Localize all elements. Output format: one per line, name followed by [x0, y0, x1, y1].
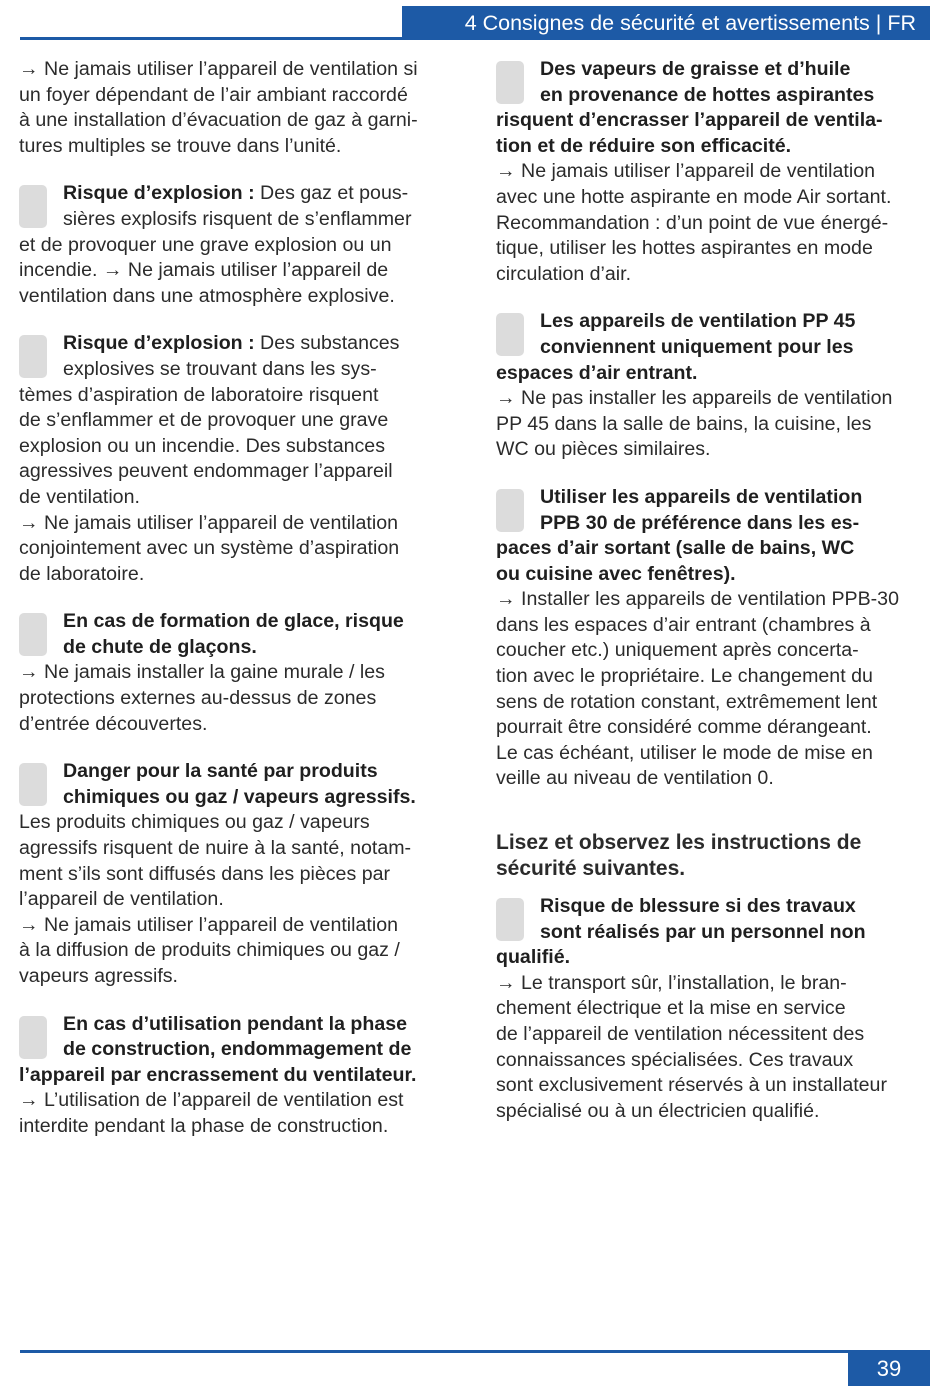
- text-line: d’entrée découvertes.: [19, 712, 208, 735]
- arrow-icon: →: [496, 387, 516, 410]
- text-line: ment s’ils sont diffusés dans les pièces par: [19, 862, 391, 885]
- warning-title: espaces d’air entrant.: [496, 361, 698, 384]
- text-line: avec une hotte aspirante en mode Air sortant.: [496, 185, 892, 208]
- instruction-foyer: [19, 57, 459, 159]
- warning-title: Risque d’explosion :: [63, 332, 255, 355]
- warning-title: de chute de glaçons.: [63, 635, 257, 658]
- text-line: de s’enflammer et de provoquer une grave: [19, 409, 389, 432]
- arrow-icon: →: [19, 58, 39, 80]
- warning-icon: [496, 489, 524, 532]
- text-line: WC ou pièces similaires.: [496, 438, 711, 461]
- arrow-icon: →: [19, 661, 39, 684]
- header-rule: [20, 37, 930, 40]
- warning-icon: [19, 1016, 47, 1059]
- warning-title: Les appareils de ventilation PP 45: [540, 310, 856, 333]
- warning-title: tion et de réduire son efficacité.: [496, 134, 792, 157]
- text-line: incendie.: [19, 259, 103, 282]
- text-line: pourrait être considéré comme dérangeant.: [496, 716, 872, 739]
- warning-icon: [19, 335, 47, 378]
- section-heading: [496, 830, 932, 882]
- text-line: agressifs risquent de nuire à la santé, notam-: [19, 837, 412, 860]
- text-line: à la diffusion de produits chimiques ou gaz /: [19, 939, 400, 962]
- text-line: conjointement avec un système d’aspiration: [19, 537, 400, 560]
- warning-pp45: [496, 309, 932, 463]
- text-line: dans les espaces d’air entrant (chambres à: [496, 613, 871, 636]
- warning-explosion-gas: [19, 181, 459, 309]
- warning-title: Risque de blessure si des travaux: [540, 895, 856, 918]
- text-line: tique, utiliser les hottes aspirantes en mode: [496, 237, 873, 260]
- page-number-box: [848, 1352, 930, 1386]
- warning-explosion-lab: [19, 331, 459, 587]
- page-header-title: 4 Consignes de sécurité et avertissements | FR: [464, 11, 916, 35]
- text-line: Ne jamais utiliser l’appareil de ventilation: [515, 160, 875, 183]
- text-line: interdite pendant la phase de construction.: [19, 1114, 389, 1137]
- arrow-icon: →: [496, 971, 516, 994]
- text-line: Des substances: [254, 332, 400, 355]
- warning-title: Des vapeurs de graisse et d’huile: [540, 58, 851, 80]
- text-line: Ne jamais utiliser l’appareil de ventilation si: [44, 58, 418, 80]
- warning-title: Danger pour la santé par produits: [63, 760, 378, 783]
- heading-line: sécurité suivantes.: [496, 857, 686, 881]
- text-line: un foyer dépendant de l’air ambiant raccordé: [19, 83, 408, 106]
- text-line: coucher etc.) uniquement après concerta-: [496, 639, 859, 662]
- arrow-icon: →: [19, 913, 39, 936]
- text-line: Ne jamais installer la gaine murale / les: [38, 661, 385, 684]
- text-line: sont exclusivement réservés à un installateur: [496, 1074, 887, 1097]
- text-line: à une installation d’évacuation de gaz à garni-: [19, 109, 418, 132]
- text-line: protections externes au-dessus de zones: [19, 687, 377, 710]
- warning-health: [19, 759, 459, 989]
- warning-construction: [19, 1012, 459, 1140]
- warning-title: PPB 30 de préférence dans les es-: [540, 511, 860, 534]
- text-line: Ne jamais utiliser l’appareil de ventilation: [38, 913, 398, 936]
- right-column: [496, 57, 932, 1124]
- text-line: connaissances spécialisées. Ces travaux: [496, 1048, 854, 1071]
- warning-icon: [19, 613, 47, 656]
- warning-ppb30: [496, 485, 932, 792]
- warning-title: sont réalisés par un personnel non: [540, 920, 866, 943]
- warning-title: en provenance de hottes aspirantes: [540, 83, 875, 106]
- text-line: tures multiples se trouve dans l’unité.: [19, 134, 342, 157]
- warning-title: ou cuisine avec fenêtres).: [496, 562, 736, 585]
- warning-icon: [496, 313, 524, 356]
- warning-title: Utiliser les appareils de ventilation: [540, 485, 863, 508]
- warning-icon: [496, 61, 524, 104]
- text-line: de laboratoire.: [19, 562, 145, 585]
- text-line: vapeurs agressifs.: [19, 965, 178, 987]
- warning-title: En cas de formation de glace, risque: [63, 610, 404, 633]
- arrow-icon: →: [496, 160, 516, 183]
- warning-grease-vapors: [496, 57, 932, 287]
- warning-title: En cas d’utilisation pendant la phase: [63, 1012, 408, 1035]
- text-line: l’appareil de ventilation.: [19, 888, 224, 911]
- warning-title: paces d’air sortant (salle de bains, WC: [496, 537, 855, 560]
- text-line: chement électrique et la mise en service: [496, 997, 846, 1020]
- text-line: Installer les appareils de ventilation PPB-30: [515, 588, 899, 611]
- warning-qualified-personnel: [496, 894, 932, 1124]
- warning-title: conviennent uniquement pour les: [540, 335, 854, 358]
- text-line: de l’appareil de ventilation nécessitent des: [496, 1023, 865, 1045]
- text-line: circulation d’air.: [496, 262, 632, 285]
- heading-line: Lisez et observez les instructions de: [496, 831, 862, 855]
- text-line: de ventilation.: [19, 485, 140, 508]
- warning-ice: [19, 609, 459, 737]
- text-line: agressives peuvent endommager l’appareil: [19, 460, 393, 483]
- arrow-icon: →: [496, 588, 516, 611]
- text-line: tèmes d’aspiration de laboratoire risquent: [19, 383, 379, 406]
- text-line: Ne pas installer les appareils de ventilation: [515, 387, 893, 410]
- arrow-icon: →: [19, 1089, 39, 1112]
- text-line: sens de rotation constant, extrêmement lent: [496, 690, 878, 713]
- warning-title: Risque d’explosion :: [63, 182, 255, 205]
- arrow-icon: →: [102, 259, 123, 282]
- text-line: explosives se trouvant dans les sys-: [63, 357, 377, 380]
- text-line: explosion ou un incendie. Des substances: [19, 434, 385, 457]
- footer-rule: [20, 1350, 930, 1353]
- text-line: veille au niveau de ventilation 0.: [496, 767, 774, 790]
- warning-title: l’appareil par encrassement du ventilateur.: [19, 1063, 417, 1086]
- text-line: L’utilisation de l’appareil de ventilation est: [38, 1089, 404, 1112]
- warning-icon: [496, 898, 524, 941]
- text-line: Des gaz et pous-: [254, 182, 409, 205]
- arrow-icon: →: [19, 511, 39, 534]
- page-number: 39: [876, 1356, 902, 1381]
- left-column: [19, 57, 459, 1140]
- text-line: spécialisé ou à un électricien qualifié.: [496, 1099, 820, 1122]
- text-line: Ne jamais utiliser l’appareil de ventilation: [38, 511, 398, 534]
- warning-icon: [19, 763, 47, 806]
- text-line: Ne jamais utiliser l’appareil de: [122, 259, 389, 282]
- warning-title: de construction, endommagement de: [63, 1038, 412, 1061]
- text-line: Le transport sûr, l’installation, le bran-: [515, 971, 847, 994]
- warning-icon: [19, 185, 47, 228]
- text-line: PP 45 dans la salle de bains, la cuisine, les: [496, 412, 872, 435]
- text-line: Le cas échéant, utiliser le mode de mise en: [496, 741, 873, 764]
- warning-title: chimiques ou gaz / vapeurs agressifs.: [63, 785, 416, 808]
- warning-title: qualifié.: [496, 946, 571, 969]
- text-line: sières explosifs risquent de s’enflammer: [63, 207, 412, 230]
- text-line: Les produits chimiques ou gaz / vapeurs: [19, 811, 370, 834]
- text-line: et de provoquer une grave explosion ou un: [19, 233, 392, 256]
- warning-title: risquent d’encrasser l’appareil de ventila-: [496, 109, 883, 132]
- text-line: Recommandation : d’un point de vue énergé-: [496, 211, 889, 234]
- header-bar: [402, 6, 930, 40]
- text-line: ventilation dans une atmosphère explosive.: [19, 284, 395, 307]
- text-line: tion avec le propriétaire. Le changement du: [496, 665, 873, 688]
